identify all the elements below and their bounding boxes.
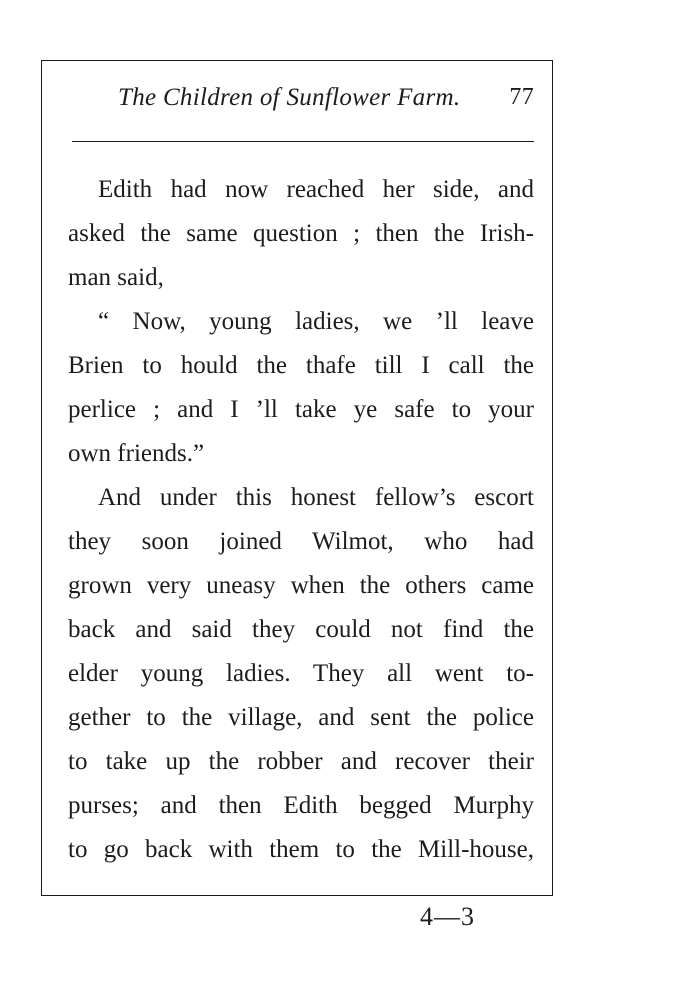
text-line: “ Now, young ladies, we ’ll leave <box>98 308 534 335</box>
body-text <box>68 168 534 872</box>
text-line: own friends.” <box>68 440 205 467</box>
text-line: to take up the robber and recover their <box>68 748 534 775</box>
text-line: they soon joined Wilmot, who had <box>68 528 534 555</box>
signature-mark: 4—3 <box>420 902 475 931</box>
running-head-title: The Children of Sunflower Farm. <box>118 84 461 111</box>
text-line: elder young ladies. They all went to- <box>68 660 534 687</box>
text-line: perlice ; and I ’ll take ye safe to your <box>68 396 534 423</box>
text-line: Brien to hould the thafe till I call the <box>68 352 534 379</box>
text-line: back and said they could not find the <box>68 616 534 643</box>
text-line: to go back with them to the Mill-house, <box>68 836 534 863</box>
text-line: Edith had now reached her side, and <box>98 176 534 203</box>
text-line: asked the same question ; then the Irish- <box>68 220 534 247</box>
header-rule <box>72 141 534 142</box>
text-line: gether to the village, and sent the police <box>68 704 534 731</box>
text-line: And under this honest fellow’s escort <box>98 484 534 511</box>
text-line: grown very uneasy when the others came <box>68 572 534 599</box>
running-head <box>118 84 538 124</box>
text-line: purses; and then Edith begged Murphy <box>68 792 534 819</box>
text-line: man said, <box>68 264 164 291</box>
page-number: 77 <box>509 84 534 110</box>
